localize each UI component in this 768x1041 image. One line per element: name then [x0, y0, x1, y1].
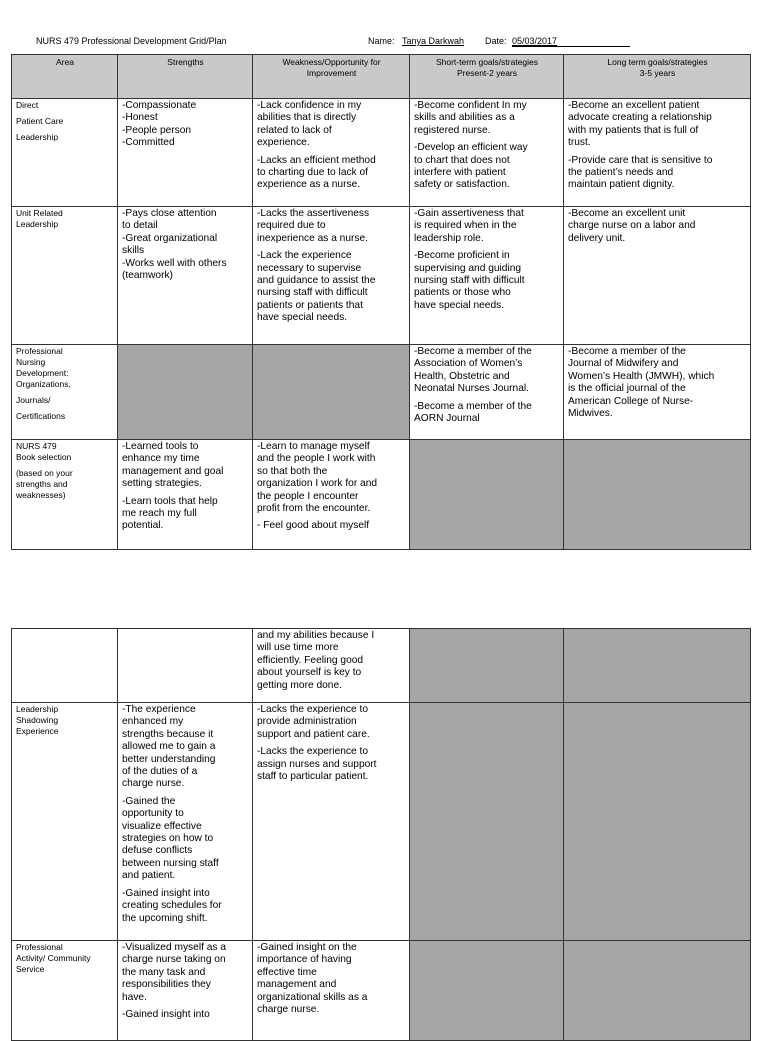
header-row [12, 55, 751, 99]
cell-paragraph [16, 100, 114, 111]
cell-text-line: required due to [257, 220, 326, 232]
short-term-cell [410, 440, 564, 550]
cell-text-line: -Learn to manage myself [257, 441, 370, 452]
development-grid-table [11, 54, 751, 550]
cell-text-line: strengths and [16, 479, 68, 489]
cell-paragraph [257, 441, 406, 515]
cell-paragraph [16, 346, 114, 390]
document-title: NURS 479 Professional Development Grid/Plan [36, 36, 227, 46]
cell-paragraph [122, 796, 249, 883]
strengths-cell [118, 207, 253, 345]
cell-text-line: strategies on how to [122, 833, 214, 845]
column-header-area [12, 55, 118, 99]
cell-paragraph [257, 155, 406, 192]
cell-text-line: -Become an excellent patient [568, 100, 700, 111]
cell-text-line: visualize effective [122, 820, 202, 832]
short-term-cell [410, 703, 564, 941]
cell-text-line: nursing staff with difficult [414, 275, 525, 287]
strengths-cell [118, 629, 253, 703]
cell-text-line: support and patient care. [257, 728, 370, 740]
cell-text-line: importance of having [257, 954, 352, 966]
cell-paragraph [16, 395, 114, 406]
cell-text-line: is the official journal of the [568, 383, 686, 395]
strengths-cell [118, 941, 253, 1041]
cell-paragraph [257, 942, 406, 1016]
cell-text-line: -Gained insight into [122, 1009, 210, 1021]
cell-text-line: American College of Nurse- [568, 395, 694, 407]
cell-text-line: -Gained insight on the [257, 942, 357, 953]
cell-text-line: Certifications [16, 411, 66, 421]
date-value: 05/03/2017 [512, 36, 558, 46]
cell-text-line: delivery unit. [568, 232, 626, 244]
cell-text-line: trust. [568, 137, 591, 149]
cell-paragraph [414, 346, 560, 396]
cell-text-line: -Learn tools that help [122, 495, 218, 507]
cell-paragraph [257, 520, 406, 532]
cell-text-line: Leadership [16, 704, 59, 714]
cell-text-line: Association of Women’s [414, 358, 523, 370]
cell-paragraph [122, 1009, 249, 1021]
cell-text-line: -Honest [122, 112, 158, 124]
cell-text-line: provide administration [257, 716, 357, 728]
cell-text-line: Neonatal Nurses Journal. [414, 383, 529, 395]
cell-paragraph [568, 155, 747, 192]
weakness-cell [253, 99, 410, 207]
cell-text-line: Activity/ Community [16, 953, 91, 963]
cell-text-line: -Visualized myself as a [122, 942, 226, 953]
long-term-cell [564, 941, 751, 1041]
cell-paragraph [414, 142, 560, 192]
header-text-line: Weakness/Opportunity for [282, 57, 381, 67]
cell-text-line: maintain patient dignity. [568, 179, 675, 191]
cell-text-line: have special needs. [414, 299, 505, 311]
cell-text-line: have special needs. [257, 312, 348, 324]
cell-text-line: AORN Journal [414, 413, 480, 425]
cell-text-line: -Committed [122, 137, 175, 149]
cell-text-line: with my patients that is full of [568, 124, 699, 136]
header-text-line: Area [56, 57, 74, 67]
cell-text-line: the many task and [122, 966, 206, 978]
cell-text-line: will use time more [257, 642, 339, 654]
cell-text-line: -Lack the experience [257, 250, 352, 262]
weakness-cell [253, 629, 410, 703]
cell-text-line: profit from the encounter. [257, 503, 371, 515]
cell-paragraph [16, 132, 114, 143]
cell-paragraph [122, 208, 249, 282]
cell-text-line: me reach my full [122, 508, 197, 520]
cell-text-line: supervising and guiding [414, 262, 522, 274]
cell-text-line: -Lacks the experience to [257, 746, 368, 758]
cell-text-line: efficiently. Feeling good [257, 654, 364, 666]
cell-text-line: interfere with patient [414, 167, 506, 179]
table-row [12, 440, 751, 550]
cell-text-line: opportunity to [122, 808, 184, 820]
strengths-cell [118, 440, 253, 550]
cell-text-line: enhance my time [122, 453, 200, 465]
cell-text-line: Women’s Health (JMWH), which [568, 370, 715, 382]
cell-text-line: Direct [16, 100, 39, 110]
cell-text-line: and the people I work with [257, 453, 376, 465]
cell-text-line: potential. [122, 520, 164, 532]
cell-text-line: Patient Care [16, 116, 64, 126]
cell-text-line: so that both the [257, 465, 328, 477]
cell-paragraph [257, 250, 406, 324]
table-row [12, 207, 751, 345]
weakness-cell [253, 703, 410, 941]
area-cell [12, 207, 118, 345]
short-term-cell [410, 207, 564, 345]
short-term-cell [410, 629, 564, 703]
cell-text-line: strengths because it [122, 728, 214, 740]
column-header-short-term [410, 55, 564, 99]
strengths-cell [118, 345, 253, 440]
area-cell [12, 629, 118, 703]
cell-text-line: staff to particular patient. [257, 771, 369, 783]
cell-text-line: and guidance to assist the [257, 275, 376, 287]
cell-text-line: charge nurse. [122, 778, 185, 790]
header-text-line: Strengths [167, 57, 204, 67]
cell-text-line: Professional [16, 942, 63, 952]
cell-text-line: experience as a nurse. [257, 179, 361, 191]
cell-text-line: responsibilities they [122, 979, 211, 991]
cell-text-line: to chart that does not [414, 154, 510, 166]
cell-text-line: -Become an excellent unit [568, 208, 686, 219]
cell-text-line: skills and abilities as a [414, 112, 515, 124]
cell-text-line: - Feel good about myself [257, 520, 370, 532]
cell-text-line: Book selection [16, 452, 72, 462]
cell-text-line: Journals/ [16, 395, 51, 405]
cell-text-line: -Lacks the experience to [257, 704, 368, 715]
long-term-cell [564, 207, 751, 345]
cell-paragraph [568, 100, 747, 150]
cell-paragraph [257, 704, 406, 741]
cell-text-line: -Gained the [122, 795, 176, 807]
short-term-cell [410, 99, 564, 207]
cell-paragraph [414, 250, 560, 312]
cell-text-line: -Compassionate [122, 100, 197, 111]
cell-text-line: of the duties of a [122, 766, 198, 778]
cell-paragraph [414, 401, 560, 426]
cell-text-line: (based on your [16, 468, 73, 478]
name-label: Name: [368, 36, 395, 46]
cell-text-line: Nursing [16, 357, 46, 367]
cell-paragraph [257, 100, 406, 150]
cell-text-line: -Works well with others [122, 257, 227, 269]
cell-paragraph [122, 441, 249, 491]
long-term-cell [564, 99, 751, 207]
cell-text-line: assign nurses and support [257, 758, 377, 770]
cell-paragraph [257, 630, 406, 692]
cell-text-line: safety or satisfaction. [414, 179, 510, 191]
cell-paragraph [16, 441, 114, 463]
cell-text-line: Journal of Midwifery and [568, 358, 679, 370]
cell-paragraph [16, 942, 114, 975]
cell-paragraph [122, 100, 249, 150]
cell-text-line: Unit Related [16, 208, 63, 218]
cell-text-line: organizational skills as a [257, 991, 368, 1003]
header-text-line: Present-2 years [457, 68, 517, 78]
cell-text-line: advocate creating a relationship [568, 112, 712, 124]
cell-text-line: defuse conflicts [122, 845, 193, 857]
cell-text-line: NURS 479 [16, 441, 57, 451]
table-row [12, 941, 751, 1041]
cell-text-line: have. [122, 991, 147, 1003]
cell-text-line: effective time [257, 966, 317, 978]
cell-text-line: charge nurse. [257, 1004, 320, 1016]
cell-text-line: registered nurse. [414, 124, 491, 136]
area-cell [12, 703, 118, 941]
cell-text-line: patients or patients that [257, 299, 363, 311]
column-header-long-term [564, 55, 751, 99]
long-term-cell [564, 345, 751, 440]
cell-text-line: Development: [16, 368, 69, 378]
cell-text-line: abilities that is directly [257, 112, 357, 124]
cell-text-line: -Learned tools to [122, 441, 199, 452]
cell-paragraph [414, 208, 560, 245]
cell-text-line: -Become proficient in [414, 250, 510, 262]
cell-text-line: better understanding [122, 753, 216, 765]
weakness-cell [253, 941, 410, 1041]
cell-text-line: charge nurse on a labor and [568, 220, 696, 232]
weakness-cell [253, 440, 410, 550]
long-term-cell [564, 629, 751, 703]
short-term-cell [410, 345, 564, 440]
cell-text-line: the patient’s needs and [568, 167, 674, 179]
cell-text-line: is required when in the [414, 220, 517, 232]
cell-text-line: Professional [16, 346, 63, 356]
cell-text-line: to charting due to lack of [257, 167, 368, 179]
cell-paragraph [16, 468, 114, 501]
cell-text-line: Leadership [16, 132, 59, 142]
column-header-strengths [118, 55, 253, 99]
column-header-weakness [253, 55, 410, 99]
long-term-cell [564, 703, 751, 941]
development-grid-table-continued [11, 628, 751, 1041]
cell-text-line: -Provide care that is sensitive to [568, 154, 713, 166]
strengths-cell [118, 99, 253, 207]
cell-text-line: Service [16, 964, 45, 974]
area-cell [12, 99, 118, 207]
short-term-cell [410, 941, 564, 1041]
area-cell [12, 941, 118, 1041]
cell-text-line: -Great organizational [122, 232, 218, 244]
cell-paragraph [122, 704, 249, 791]
cell-text-line: -People person [122, 124, 192, 136]
cell-text-line: management and goal [122, 465, 224, 477]
date-underline [512, 46, 630, 47]
cell-text-line: and patient. [122, 870, 176, 882]
cell-paragraph [257, 208, 406, 245]
cell-text-line: allowed me to gain a [122, 741, 216, 753]
cell-text-line: -Develop an efficient way [414, 142, 528, 154]
cell-text-line: Health, Obstetric and [414, 370, 510, 382]
date-label: Date: [485, 36, 507, 46]
cell-text-line: -Gain assertiveness that [414, 208, 524, 219]
cell-paragraph [122, 496, 249, 533]
cell-text-line: getting more done. [257, 679, 342, 691]
cell-paragraph [122, 942, 249, 1004]
cell-text-line: charge nurse taking on [122, 954, 226, 966]
table-row [12, 703, 751, 941]
cell-text-line: -Gained insight into [122, 887, 210, 899]
cell-paragraph [122, 888, 249, 925]
header-text-line: 3-5 years [639, 68, 676, 78]
cell-text-line: enhanced my [122, 716, 184, 728]
cell-text-line: Leadership [16, 219, 59, 229]
cell-paragraph [257, 746, 406, 783]
cell-text-line: -Lacks the assertiveness [257, 208, 370, 219]
cell-text-line: inexperience as a nurse. [257, 232, 368, 244]
cell-text-line: about yourself is key to [257, 667, 362, 679]
cell-text-line: the upcoming shift. [122, 912, 208, 924]
weakness-cell [253, 207, 410, 345]
cell-text-line: nursing staff with difficult [257, 287, 368, 299]
cell-text-line: -Lack confidence in my [257, 100, 362, 111]
cell-text-line: -Become a member of the [414, 400, 532, 412]
name-value: Tanya Darkwah [402, 36, 465, 46]
cell-text-line: leadership role. [414, 232, 484, 244]
cell-paragraph [16, 208, 114, 230]
header-text-line: Long term goals/strategies [607, 57, 708, 67]
cell-text-line: experience. [257, 137, 310, 149]
table-row [12, 629, 751, 703]
cell-text-line: necessary to supervise [257, 262, 362, 274]
cell-text-line: related to lack of [257, 124, 332, 136]
cell-text-line: (teamwork) [122, 270, 173, 282]
cell-text-line: -Pays close attention [122, 208, 217, 219]
weakness-cell [253, 345, 410, 440]
area-cell [12, 345, 118, 440]
cell-text-line: and my abilities because I [257, 630, 375, 641]
cell-text-line: Organizations, [16, 379, 71, 389]
cell-text-line: Midwives. [568, 408, 613, 420]
cell-text-line: to detail [122, 220, 158, 232]
table-row [12, 99, 751, 207]
table-row [12, 345, 751, 440]
header-text-line: Short-term goals/strategies [435, 57, 539, 67]
cell-text-line: management and [257, 979, 337, 991]
cell-text-line: -Become confident In my [414, 100, 527, 111]
cell-text-line: -The experience [122, 704, 196, 715]
strengths-cell [118, 703, 253, 941]
cell-text-line: skills [122, 245, 145, 257]
header-text-line: Improvement [306, 68, 357, 78]
cell-paragraph [16, 116, 114, 127]
cell-text-line: patients or those who [414, 287, 511, 299]
cell-text-line: the people I encounter [257, 490, 359, 502]
cell-text-line: weaknesses) [16, 490, 66, 500]
cell-paragraph [16, 411, 114, 422]
cell-text-line: organization I work for and [257, 478, 378, 490]
cell-text-line: creating schedules for [122, 900, 222, 912]
cell-text-line: Experience [16, 726, 59, 736]
cell-paragraph [568, 208, 747, 245]
area-cell [12, 440, 118, 550]
cell-paragraph [414, 100, 560, 137]
long-term-cell [564, 440, 751, 550]
cell-text-line: between nursing staff [122, 857, 219, 869]
cell-paragraph [568, 346, 747, 420]
cell-paragraph [16, 704, 114, 737]
cell-text-line: Shadowing [16, 715, 59, 725]
cell-text-line: -Lacks an efficient method [257, 154, 376, 166]
cell-text-line: -Become a member of the [568, 346, 686, 357]
cell-text-line: -Become a member of the [414, 346, 532, 357]
cell-text-line: setting strategies. [122, 478, 202, 490]
